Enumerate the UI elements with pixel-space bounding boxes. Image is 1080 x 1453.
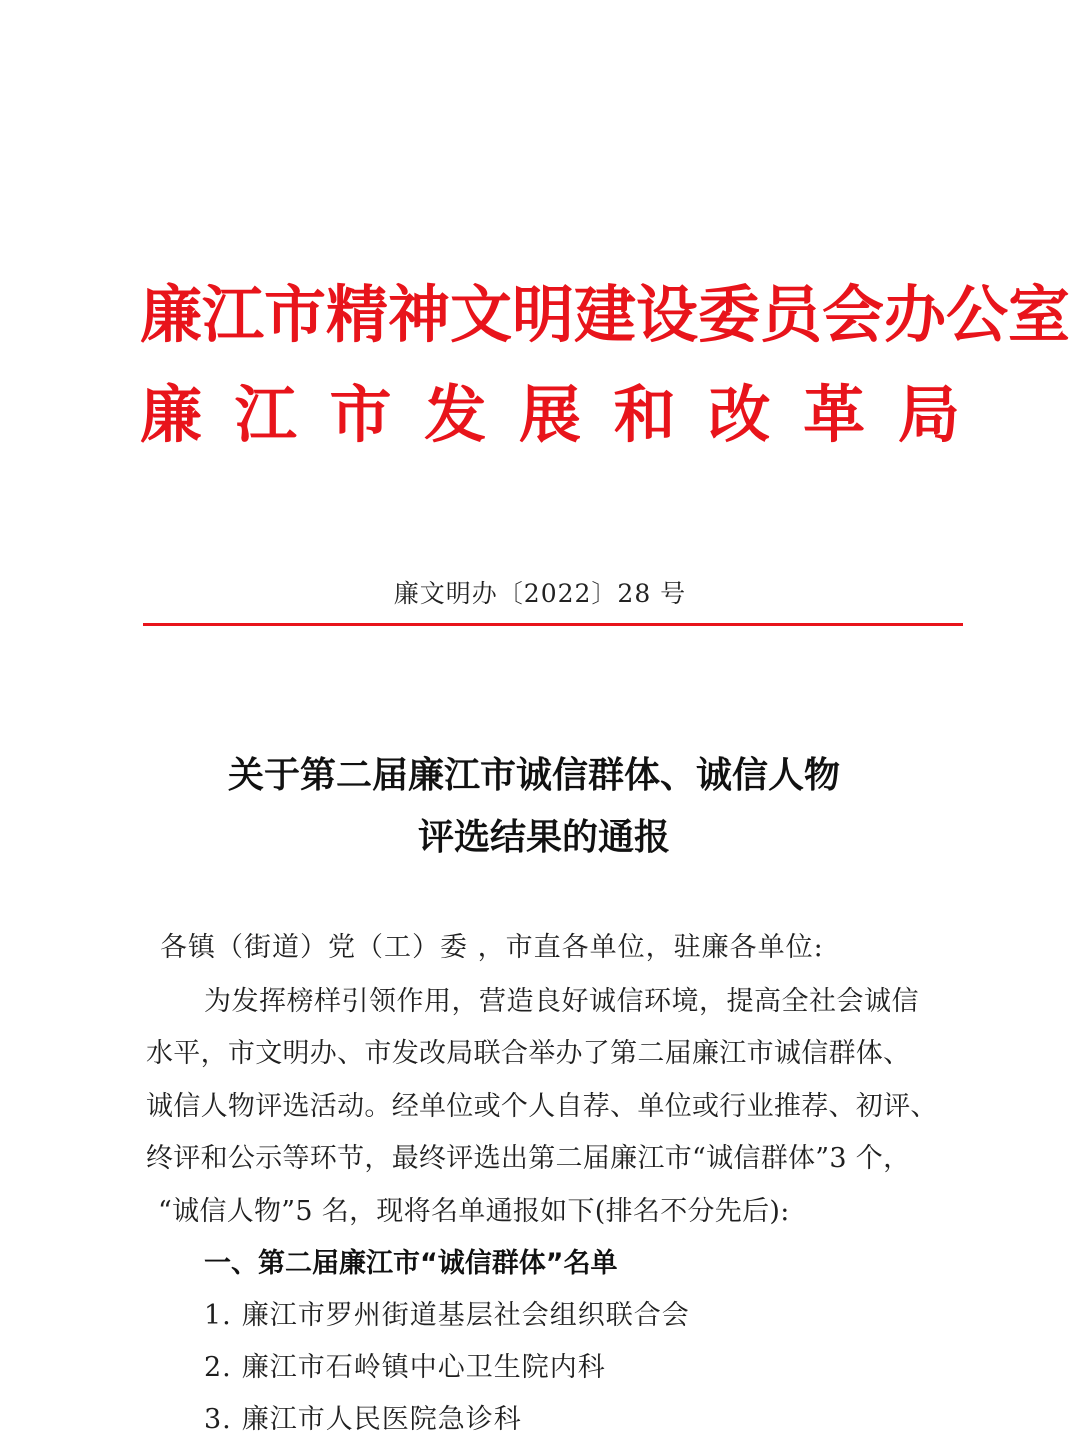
list-item-number: 1. [204,1300,232,1331]
list-item-number: 3. [204,1404,232,1435]
issuer-line-2-char: 江 [234,378,297,451]
issuer-line-2-char: 改 [708,378,771,451]
list-item-number: 2. [204,1352,232,1383]
paragraph-line: 诚信人物评选活动。经单位或个人自荐、单位或行业推荐、初评、 [146,1091,938,1122]
issuer-line-2-char: 发 [424,378,487,451]
document-title-line-2: 评选结果的通报 [417,817,670,858]
red-divider [143,623,963,626]
section-heading: 一、第二届廉江市“诚信群体”名单 [204,1248,618,1279]
list-item-text: 廉江市罗州街道基层社会组织联合会 [241,1300,690,1331]
list-item [204,1406,522,1433]
document-title-line-1: 关于第二届廉江市诚信群体、诚信人物 [227,755,840,796]
paragraph-line: 终评和公示等环节，最终评选出第二届廉江市“诚信群体”3 个， [146,1143,911,1174]
salutation: 各镇（街道）党（工）委 ，市直各单位，驻廉各单位: [160,932,824,963]
issuer-line-2-char: 革 [803,378,866,451]
list-item [204,1302,690,1329]
list-item-text: 廉江市石岭镇中心卫生院内科 [241,1352,606,1383]
paragraph-line: 为发挥榜样引领作用，营造良好诚信环境，提高全社会诚信 [204,986,919,1017]
document-number: 廉文明办〔2022〕28 号 [393,579,687,608]
issuer-line-2-char: 市 [329,378,392,451]
list-item-text: 廉江市人民医院急诊科 [241,1404,522,1435]
issuer-line-2-char: 局 [897,378,960,451]
paragraph-line: “诚信人物”5 名，现将名单通报如下(排名不分先后): [158,1196,790,1227]
paragraph-line: 水平，市文明办、市发改局联合举办了第二届廉江市诚信群体、 [146,1038,911,1069]
issuer-line-2 [140,378,960,451]
list-item [204,1354,606,1381]
issuer-line-2-char: 展 [518,378,581,451]
issuer-line-2-char: 廉 [140,378,203,451]
issuer-line-2-char: 和 [613,378,676,451]
issuer-line-1: 廉江市精神文明建设委员会办公室 [140,278,1071,351]
